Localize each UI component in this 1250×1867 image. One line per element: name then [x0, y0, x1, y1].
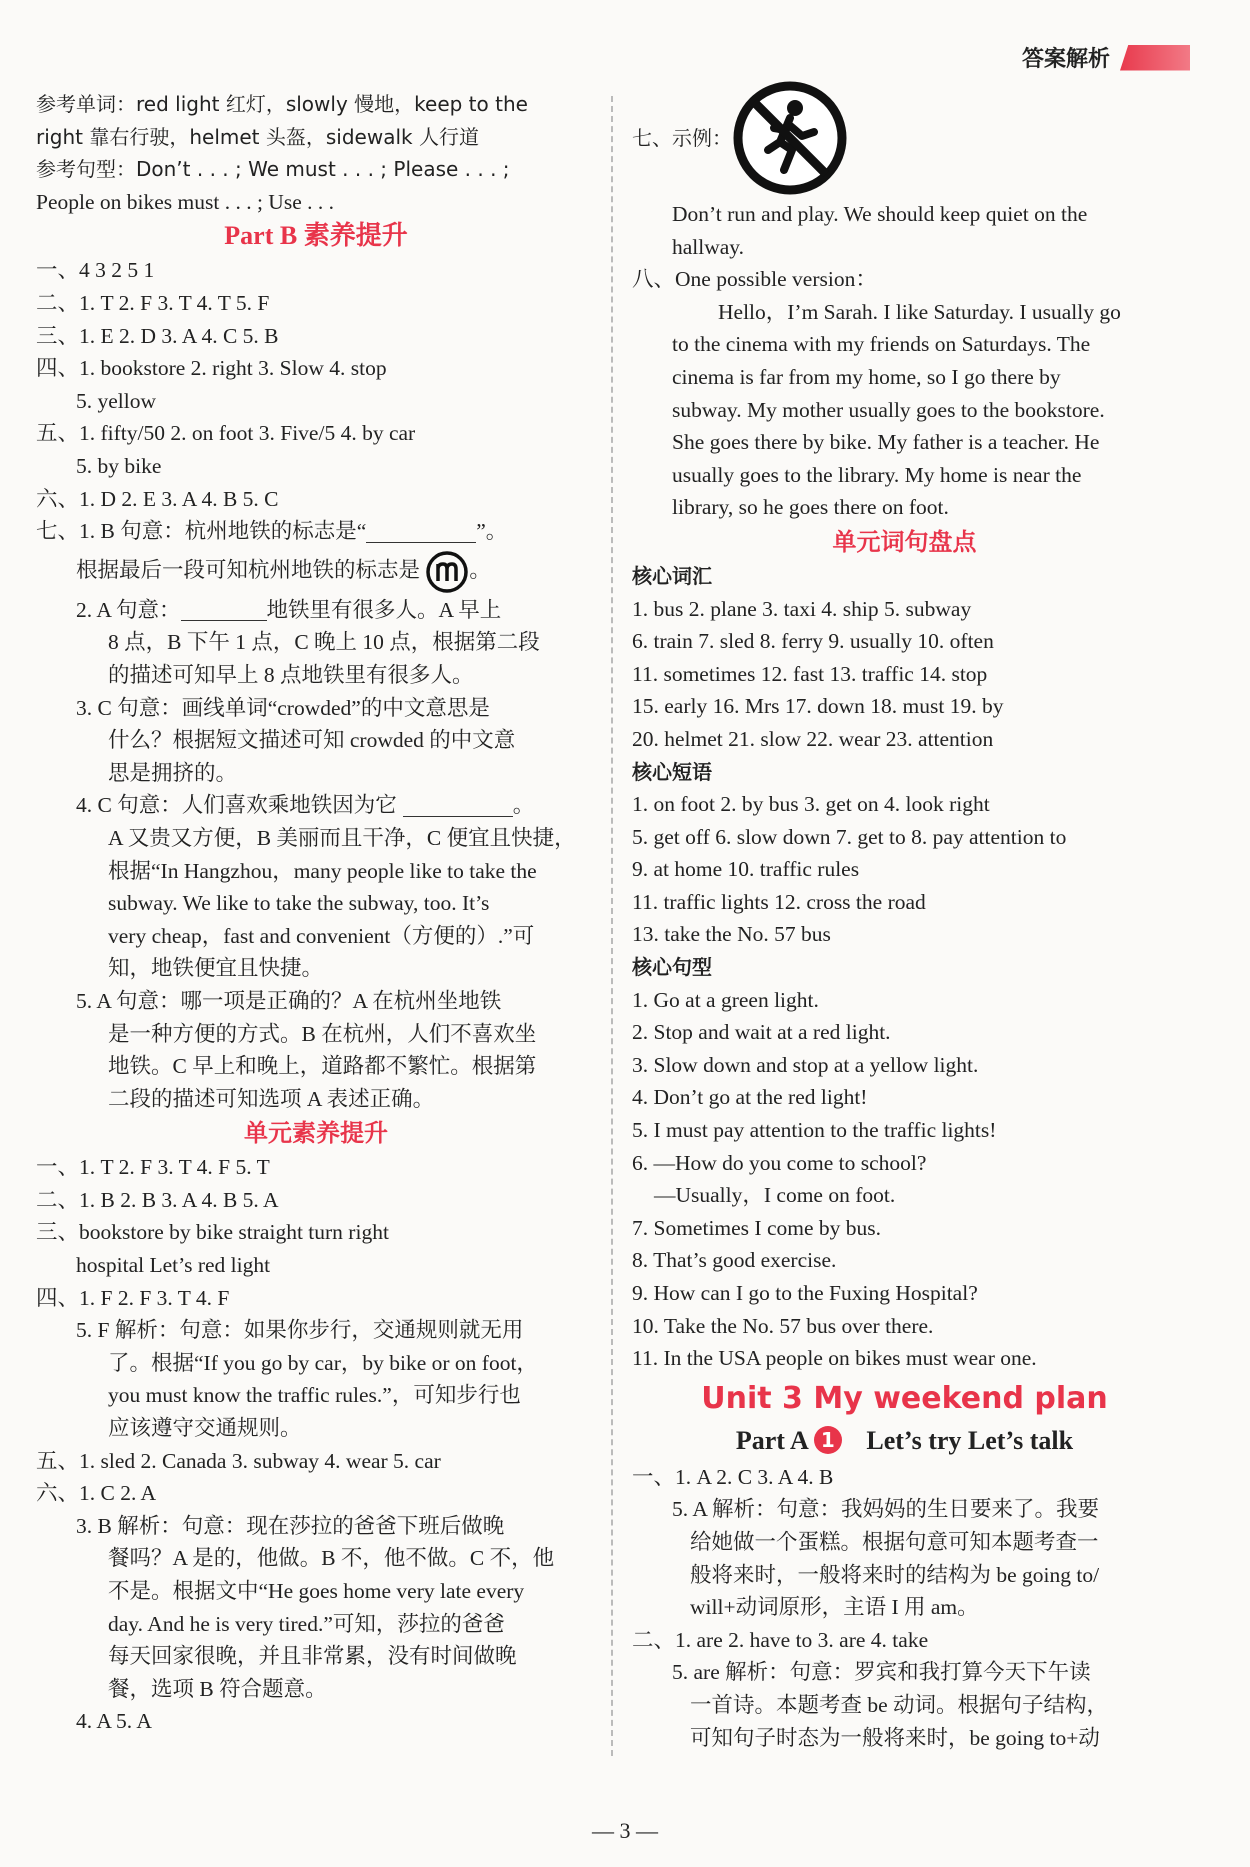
- unit-review-title: 单元素养提升: [244, 1119, 388, 1148]
- q7-2-text: 地铁里有很多人。A 早上: [266, 597, 502, 622]
- blank: [403, 798, 513, 817]
- answer-line: 了。根据“If you go by car，by bike or on foot，: [108, 1350, 538, 1375]
- ref-words-line: right 靠右行驶，helmet 头盔，sidewalk 人行道: [36, 124, 479, 149]
- sentence-line: 9. How can I go to the Fuxing Hospital?: [632, 1281, 978, 1305]
- answer-line: 二、1. are 2. have to 3. are 4. take: [632, 1627, 929, 1652]
- essay-line: to the cinema with my friends on Saturdays. The: [672, 332, 1091, 357]
- q7-example-label: 七、示例：: [632, 125, 732, 150]
- q7-example-row: [632, 78, 1177, 198]
- answer-line: 5. are 解析：句意：罗宾和我打算今天下午读: [672, 1660, 1091, 1685]
- answer-line: 四、1. bookstore 2. right 3. Slow 4. stop: [36, 356, 387, 381]
- q7-example-text: hallway.: [672, 234, 745, 259]
- answer-line: 应该遵守交通规则。: [108, 1416, 302, 1441]
- core-vocab-label: 核心词汇: [632, 563, 712, 588]
- essay-line: cinema is far from my home, so I go there by: [672, 364, 1061, 389]
- phrase-line: 13. take the No. 57 bus: [632, 922, 831, 947]
- part-a-title: [632, 1421, 1177, 1461]
- q7-1-text: 七、1. B 句意：杭州地铁的标志是“: [36, 519, 367, 544]
- answer-line: 六、1. C 2. A: [36, 1481, 157, 1506]
- answer-line: 5. A 句意：哪一项是正确的？A 在杭州坐地铁: [76, 988, 502, 1013]
- answer-line: A 又贵又方便，B 美丽而且干净，C 便宜且快捷，: [108, 825, 576, 850]
- answer-line: 什么？根据短文描述可知 crowded 的中文意: [108, 728, 516, 753]
- essay-line: Hello，I’m Sarah. I like Saturday. I usually go: [718, 299, 1121, 324]
- answer-line: will+动词原形，主语 I 用 am。: [690, 1595, 979, 1620]
- answer-line: 一、1. T 2. F 3. T 4. F 5. T: [36, 1155, 270, 1180]
- answer-line: 知，地铁便宜且快捷。: [108, 956, 324, 981]
- answer-line: [36, 515, 596, 548]
- blank: [366, 524, 476, 543]
- answer-line: 六、1. D 2. E 3. A 4. B 5. C: [36, 486, 279, 511]
- part-b-title: Part B 素养提升: [224, 221, 408, 251]
- answer-line: 二段的描述可知选项 A 表述正确。: [108, 1086, 435, 1111]
- vocab-line: 6. train 7. sled 8. ferry 9. usually 10. often: [632, 629, 994, 654]
- header-accent-bar: [1120, 45, 1190, 71]
- sentence-line: 8. That’s good exercise.: [632, 1248, 837, 1273]
- answer-line: 思是拥挤的。: [108, 760, 238, 785]
- hangzhou-metro-logo-icon: [425, 550, 469, 594]
- header-title: 答案解析: [1021, 47, 1110, 72]
- ref-sentences-line: 参考句型：Don’t . . . ; We must . . . ; Please . . . ;: [36, 157, 510, 182]
- q7-1-end: ”。: [476, 519, 508, 544]
- phrase-line: 5. get off 6. slow down 7. get to 8. pay attention to: [632, 824, 1067, 849]
- essay-line: library, so he goes there on foot.: [672, 495, 949, 520]
- q7-4-end: 。: [512, 793, 535, 818]
- q7-example-text: Don’t run and play. We should keep quiet on the: [672, 202, 1088, 226]
- q7-4-text: 4. C 句意：人们喜欢乘地铁因为它: [76, 793, 397, 818]
- answer-line: 一、1. A 2. C 3. A 4. B: [632, 1464, 834, 1489]
- answer-line: 5. F 解析：句意：如果你步行，交通规则就无用: [76, 1318, 524, 1343]
- essay-line: She goes there by bike. My father is a teacher. He: [672, 430, 1100, 455]
- answer-line: 8 点，B 下午 1 点，C 晚上 10 点，根据第二段: [108, 630, 540, 655]
- phrase-line: 9. at home 10. traffic rules: [632, 857, 860, 882]
- part-a-badge: 1: [814, 1426, 842, 1454]
- sentence-line: 7. Sometimes I come by bus.: [632, 1215, 882, 1240]
- vocab-line: 11. sometimes 12. fast 13. traffic 14. stop: [632, 661, 988, 686]
- answer-line: 五、1. fifty/50 2. on foot 3. Five/5 4. by car: [36, 421, 416, 446]
- q7-1b-end: 。: [469, 557, 491, 582]
- answer-line: you must know the traffic rules.”，可知步行也: [108, 1383, 521, 1408]
- blank: [181, 602, 267, 621]
- answer-line: 餐吗？A 是的，他做。B 不，他不做。C 不，他: [108, 1546, 555, 1571]
- header-tag: [1022, 42, 1190, 73]
- core-sentence-label: 核心句型: [632, 955, 712, 980]
- answer-line: very cheap，fast and convenient（方便的）.”可: [108, 923, 535, 948]
- sentence-line: 10. Take the No. 57 bus over there.: [632, 1313, 934, 1338]
- sentence-line: 4. Don’t go at the red light!: [632, 1085, 868, 1110]
- sentence-line: 6. —How do you come to school?: [632, 1150, 927, 1175]
- answer-line: 5. yellow: [76, 388, 157, 413]
- vocab-line: 20. helmet 21. slow 22. wear 23. attention: [632, 726, 994, 751]
- answer-line: 餐，选项 B 符合题意。: [108, 1676, 327, 1701]
- left-column: [36, 88, 596, 1738]
- sentence-line: 1. Go at a green light.: [632, 987, 819, 1012]
- answer-line: [36, 789, 596, 822]
- unit3-title: Unit 3 My weekend plan: [701, 1380, 1108, 1416]
- answer-line: 5. A 解析：句意：我妈妈的生日要来了。我要: [672, 1497, 1100, 1522]
- answer-line: 般将来时，一般将来时的结构为 be going to/: [690, 1562, 1100, 1587]
- answer-line: [36, 548, 596, 594]
- q7-2-text: 2. A 句意：: [76, 597, 181, 622]
- sentence-line: —Usually，I come on foot.: [654, 1183, 896, 1208]
- answer-line: day. And he is very tired.”可知，莎拉的爸爸: [108, 1611, 505, 1636]
- no-running-sign-icon: [732, 80, 848, 196]
- sentence-line: 11. In the USA people on bikes must wear one.: [632, 1346, 1037, 1371]
- part-a-label: Part A: [735, 1425, 808, 1455]
- sentence-line: 5. I must pay attention to the traffic lights!: [632, 1118, 997, 1143]
- essay-line: subway. My mother usually goes to the bookstore.: [672, 397, 1105, 422]
- answer-line: 可知句子时态为一般将来时，be going to+动: [690, 1725, 1100, 1750]
- ref-words-line: 参考单词：red light 红灯，slowly 慢地，keep to the: [36, 92, 528, 116]
- answer-line: 4. A 5. A: [76, 1709, 152, 1734]
- core-phrase-label: 核心短语: [632, 759, 712, 784]
- answer-line: 5. by bike: [76, 453, 162, 478]
- answer-line: 五、1. sled 2. Canada 3. subway 4. wear 5. car: [36, 1448, 441, 1473]
- answer-line: subway. We like to take the subway, too. It’s: [108, 891, 490, 916]
- answer-line: 3. B 解析：句意：现在莎拉的爸爸下班后做晚: [76, 1513, 505, 1538]
- answer-line: 给她做一个蛋糕。根据句意可知本题考查一: [690, 1529, 1099, 1554]
- phrase-line: 11. traffic lights 12. cross the road: [632, 889, 926, 914]
- q7-1b-text: 根据最后一段可知杭州地铁的标志是: [76, 557, 421, 582]
- vocab-line: 1. bus 2. plane 3. taxi 4. ship 5. subway: [632, 596, 972, 621]
- phrase-line: 1. on foot 2. by bus 3. get on 4. look right: [632, 792, 990, 817]
- answer-line: 地铁。C 早上和晚上，道路都不繁忙。根据第: [108, 1054, 537, 1079]
- answer-line: 3. C 句意：画线单词“crowded”的中文意思是: [76, 695, 490, 720]
- sentence-line: 2. Stop and wait at a red light.: [632, 1020, 891, 1045]
- answer-line: 根据“In Hangzhou，many people like to take the: [108, 858, 537, 883]
- word-review-title: 单元词句盘点: [832, 527, 977, 556]
- answer-line: 三、bookstore by bike straight turn right: [36, 1220, 389, 1245]
- column-divider: [611, 96, 613, 1756]
- answer-line: 二、1. B 2. B 3. A 4. B 5. A: [36, 1187, 279, 1212]
- ref-sentences-line: People on bikes must . . . ; Use . . .: [36, 189, 334, 214]
- answer-line: 不是。根据文中“He goes home very late every: [108, 1579, 525, 1603]
- answer-line: [36, 594, 596, 627]
- right-column: [632, 88, 1177, 1754]
- answer-line: hospital Let’s red light: [76, 1253, 271, 1278]
- part-a-sub: Let’s try Let’s talk: [866, 1425, 1074, 1455]
- q8-label: 八、One possible version：: [632, 267, 877, 292]
- answer-line: 四、1. F 2. F 3. T 4. F: [36, 1285, 230, 1310]
- answer-line: 一、4 3 2 5 1: [36, 258, 155, 283]
- answer-line: 三、1. E 2. D 3. A 4. C 5. B: [36, 323, 279, 348]
- sentence-line: 3. Slow down and stop at a yellow light.: [632, 1052, 979, 1077]
- answer-line: 一首诗。本题考查 be 动词。根据句子结构，: [690, 1692, 1109, 1717]
- answer-line: 二、1. T 2. F 3. T 4. T 5. F: [36, 290, 270, 315]
- vocab-line: 15. early 16. Mrs 17. down 18. must 19. by: [632, 694, 1004, 719]
- answer-line: 是一种方便的方式。B 在杭州，人们不喜欢坐: [108, 1021, 537, 1046]
- essay-line: usually goes to the library. My home is near the: [672, 462, 1082, 487]
- answer-line: 每天回家很晚，并且非常累，没有时间做晚: [108, 1644, 517, 1669]
- page-number: — 3 —: [592, 1818, 658, 1843]
- answer-line: 的描述可知早上 8 点地铁里有很多人。: [108, 662, 474, 687]
